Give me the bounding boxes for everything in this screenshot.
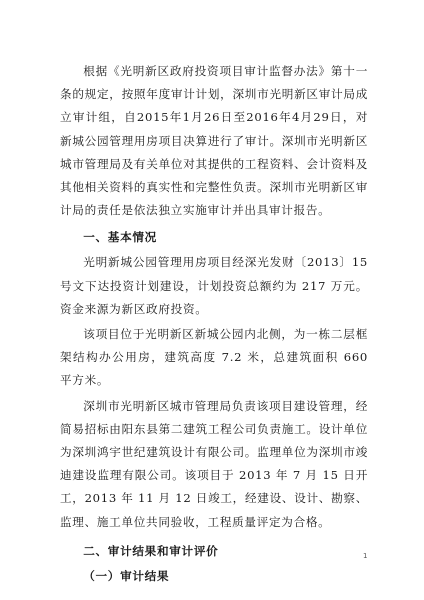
page-number: 1 <box>363 552 368 560</box>
basic-info-paragraph-1: 光明新城公园管理用房项目经深光发财〔2013〕15号文下达投资计划建设，计划投资总额约为 217 万元。资金来源为新区政府投资。 <box>60 255 368 316</box>
document-body <box>60 60 368 587</box>
section-heading-basic-info: 一、基本情况 <box>83 230 157 245</box>
section-heading-audit-results: 二、审计结果和审计评价 <box>83 543 219 558</box>
subsection-heading-audit-results: （一）审计结果 <box>83 568 170 583</box>
intro-paragraph: 根据《光明新区政府投资项目审计监督办法》第十一条的规定，按照年度审计计划，深圳市光明新区审计局成立审计组，自2015年1月26日至2016年4月29日，对新城公园管理用房项目决算进行了审计。深圳市光明新区城市管理局及有关单位对其提供的工程资料、会计资料及其他相关资料的真实性和完整性负责。深圳市光明新区审计局的责任是依法独立实施审计并出具审计报告。 <box>60 64 368 218</box>
basic-info-paragraph-2: 该项目位于光明新区新城公园内北侧，为一栋二层框架结构办公用房，建筑高度 7.2 米，总建筑面积 660 平方米。 <box>60 327 368 388</box>
basic-info-paragraph-3: 深圳市光明新区城市管理局负责该项目建设管理，经简易招标由阳东县第二建筑工程公司负责施工。设计单位为深圳鸿宇世纪建筑设计有限公司。监理单位为深圳市竣迪建设监理有限公司。该项目于 2013 年 7 月 15 日开工，2013 年 11 月 12 日竣工，经建设、设计、勘察、监理、施工单位共同验收，工程质量评定为合格。 <box>60 398 368 529</box>
